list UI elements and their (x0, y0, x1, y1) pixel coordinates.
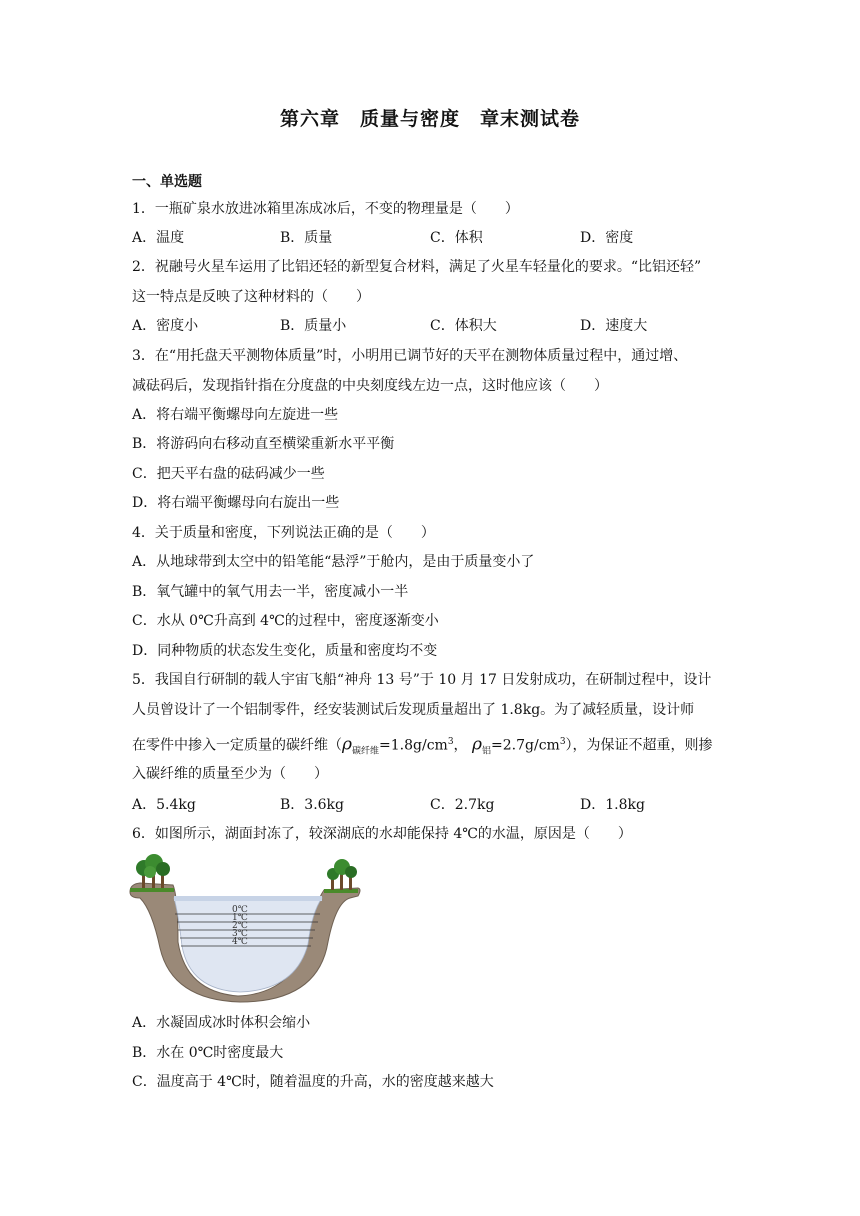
question-1-stem: 1．一瓶矿泉水放进冰箱里冻成冰后，不变的物理量是（ ） (132, 201, 519, 217)
page-title: 第六章 质量与密度 章末测试卷 (279, 108, 580, 130)
q5-line3-suffix: ），为保证不超重，则掺 (565, 737, 713, 754)
q2-option-d: D．速度大 (580, 318, 648, 334)
temp-label-1: 1℃ (232, 913, 248, 923)
question-2-line2: 这一特点是反映了这种材料的（ ） (132, 289, 370, 305)
exponent: 3 (447, 737, 454, 747)
question-5-line2: 人员曾设计了一个铝制零件，经安装测试后发现质量超出了 1.8kg。为了减轻质量，设计师 (132, 702, 695, 718)
ice-layer (174, 896, 322, 901)
q1-option-d: D．密度 (580, 230, 634, 246)
question-5-line4: 入碳纤维的质量至少为（ ） (132, 766, 328, 782)
q4-option-d: D．同种物质的状态发生变化，质量和密度均不变 (132, 643, 438, 659)
trees-right-icon (327, 859, 357, 890)
q3-option-d: D．将右端平衡螺母向右旋出一些 (132, 495, 340, 511)
q4-option-b: B．氧气罐中的氧气用去一半，密度减小一半 (132, 584, 409, 600)
q5-option-d: D．1.8kg (580, 797, 645, 813)
q6-option-b: B．水在 0℃时密度最大 (132, 1045, 284, 1061)
aluminum-subscript: 铝 (482, 746, 492, 757)
exponent: 3 (559, 737, 566, 747)
temp-label-4: 4℃ (232, 937, 248, 947)
temp-label-2: 2℃ (232, 921, 248, 931)
q2-option-a: A．密度小 (132, 318, 199, 334)
q1-option-a: A．温度 (132, 230, 185, 246)
carbon-fiber-subscript: 碳纤维 (352, 746, 380, 757)
temp-label-0: 0℃ (232, 905, 248, 915)
aluminum-density: =2.7g/cm (491, 737, 560, 754)
question-5-line3: 在零件中掺入一定质量的碳纤维（$\rho_{碳纤维}=1.8g/cm^3$， $\rho_铝=2.7g/cm^3$），为保证不超重，则掺 (132, 734, 713, 757)
carbon-fiber-density: =1.8g/cm (379, 737, 448, 754)
rho-symbol: ρ (472, 734, 482, 755)
q6-option-c: C．温度高于 4℃时，随着温度的升高，水的密度越来越大 (132, 1074, 494, 1090)
q1-option-c: C．体积 (430, 230, 483, 246)
q3-option-c: C．把天平右盘的砝码减少一些 (132, 466, 325, 482)
q5-option-c: C．2.7kg (430, 797, 495, 813)
q6-option-a: A．水凝固成冰时体积会缩小 (132, 1015, 311, 1031)
rho-symbol: ρ (342, 734, 352, 755)
q4-option-a: A．从地球带到太空中的铅笔能“悬浮”于舱内，是由于质量变小了 (132, 554, 535, 570)
question-5-line1: 5．我国自行研制的载人宇宙飞船“神舟 13 号”于 10 月 17 日发射成功，在研制过程中，设计 (132, 672, 712, 688)
section-heading: 一、单选题 (132, 174, 202, 190)
question-2-line1: 2．祝融号火星车运用了比铝还轻的新型复合材料，满足了火星车轻量化的要求。“比铝还轻” (132, 259, 702, 275)
q5-line3-prefix: 在零件中掺入一定质量的碳纤维（ (132, 737, 342, 754)
grass-left (130, 888, 174, 892)
q5-option-b: B．3.6kg (280, 797, 344, 813)
question-3-line2: 减砝码后，发现指针指在分度盘的中央刻度线左边一点，这时他应该（ ） (132, 378, 608, 394)
question-3-line1: 3．在“用托盘天平测物体质量”时，小明用已调节好的天平在测物体质量过程中，通过增、 (132, 348, 688, 364)
question-6-stem: 6．如图所示，湖面封冻了，较深湖底的水却能保持 4℃的水温，原因是（ ） (132, 826, 632, 842)
q2-option-b: B．质量小 (280, 318, 347, 334)
q3-option-a: A．将右端平衡螺母向左旋进一些 (132, 407, 339, 423)
question-4-stem: 4．关于质量和密度，下列说法正确的是（ ） (132, 525, 435, 541)
lake-temperature-figure (128, 852, 364, 1006)
q5-option-a: A．5.4kg (132, 797, 196, 813)
q3-option-b: B．将游码向右移动直至横梁重新水平平衡 (132, 436, 395, 452)
q4-option-c: C．水从 0℃升高到 4℃的过程中，密度逐渐变小 (132, 613, 439, 629)
temp-label-3: 3℃ (232, 929, 248, 939)
q1-option-b: B．质量 (280, 230, 333, 246)
q2-option-c: C．体积大 (430, 318, 497, 334)
